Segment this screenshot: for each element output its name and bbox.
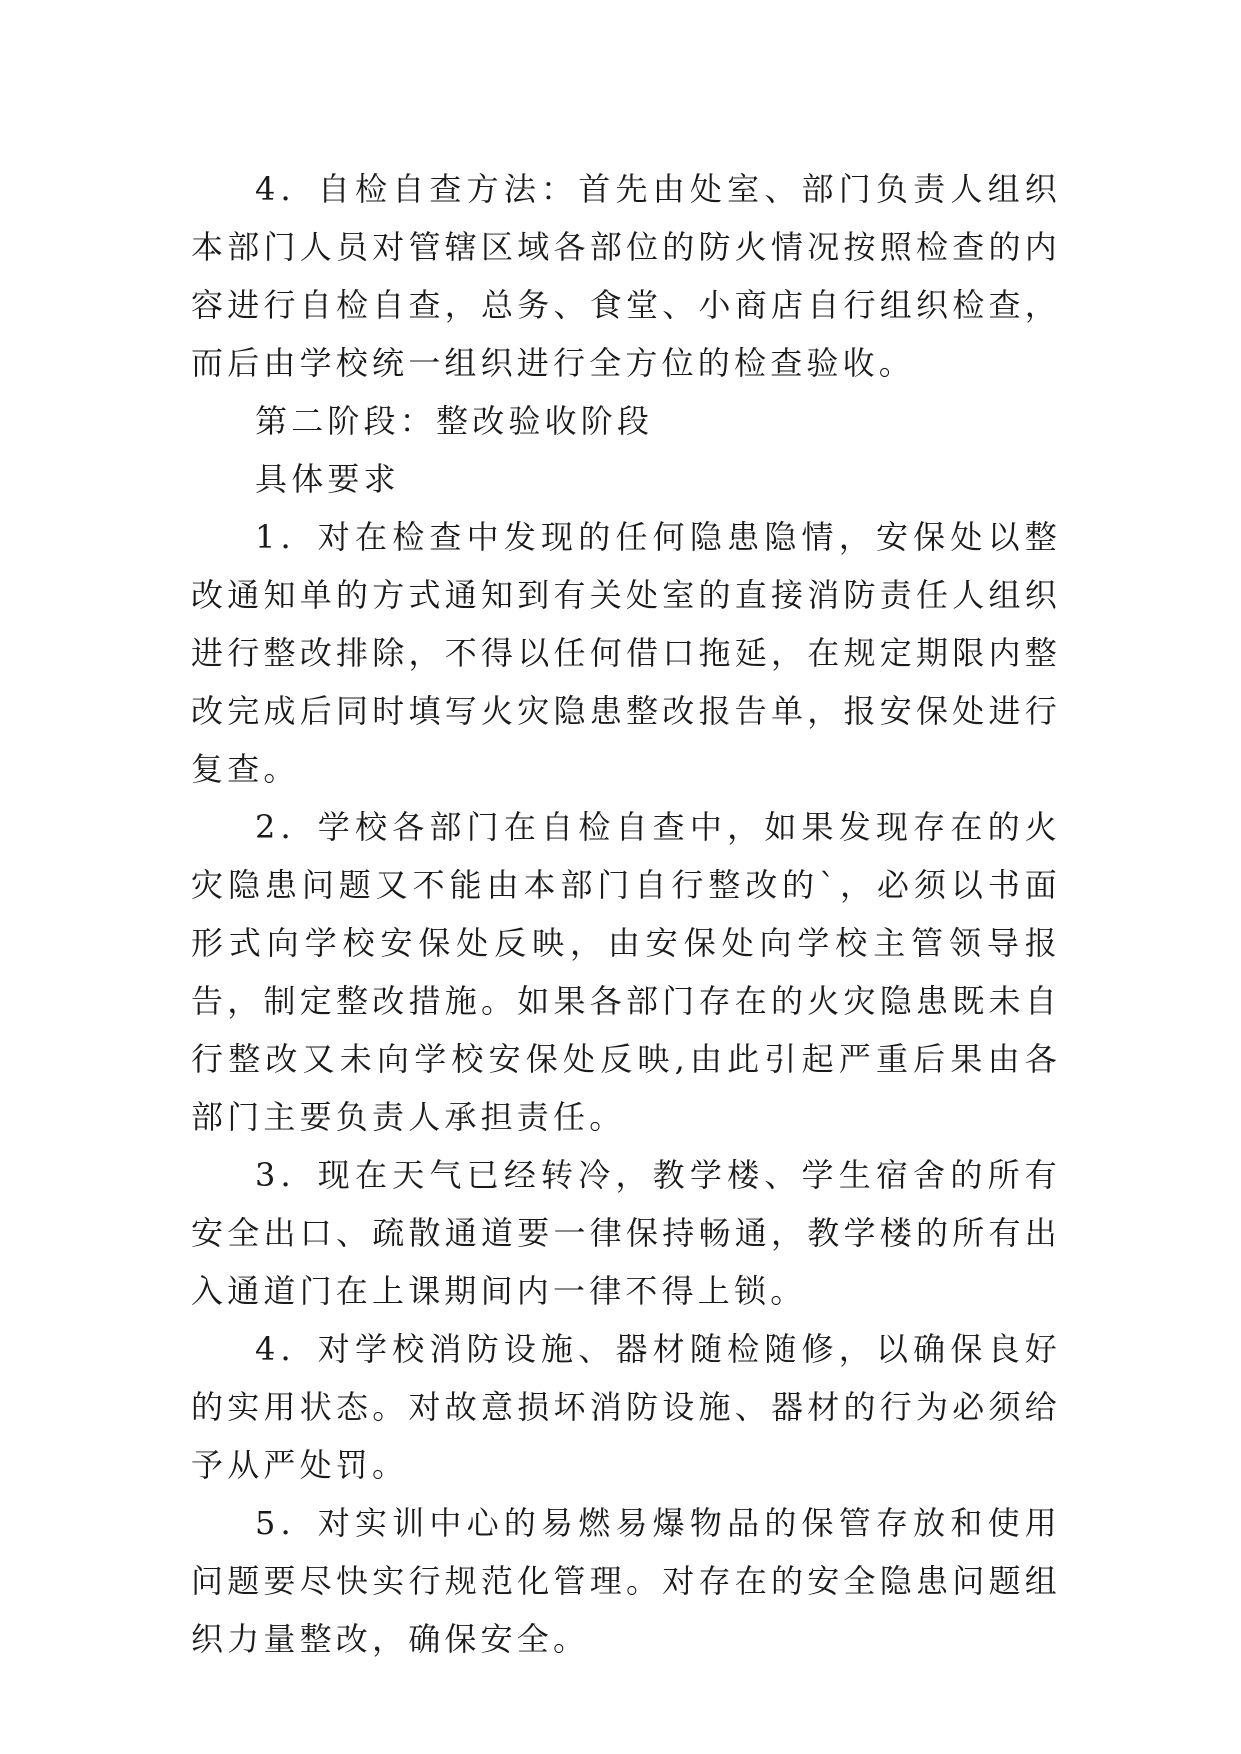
subheading-specific-requirements: 具体要求 — [255, 460, 400, 498]
paragraph-self-inspection-method: 4．自检自查方法：首先由处室、部门负责人组织本部门人员对管辖区域各部位的防火情况按照检查的内容进行自检自查，总务、食堂、小商店自行组织检查，而后由学校统一组织进行全方位的检查验收。 — [191, 170, 1061, 382]
paragraph-requirement-3: 3．现在天气已经转冷，教学楼、学生宿舍的所有安全出口、疏散通道要一律保持畅通，教学楼的所有出入通道门在上课期间内一律不得上锁。 — [191, 1156, 1061, 1310]
paragraph-requirement-1: 1．对在检查中发现的任何隐患隐情，安保处以整改通知单的方式通知到有关处室的直接消防责任人组织进行整改排除，不得以任何借口拖延，在规定期限内整改完成后同时填写火灾隐患整改报告单，报安保处进行复查。 — [191, 518, 1061, 788]
document-body — [191, 160, 1061, 1668]
paragraph-requirement-2: 2．学校各部门在自检自查中，如果发现存在的火灾隐患问题又不能由本部门自行整改的`，必须以书面形式向学校安保处反映，由安保处向学校主管领导报告，制定整改措施。如果各部门存在的火灾隐患既未自行整改又未向学校安保处反映,由此引起严重后果由各部门主要负责人承担责任。 — [191, 808, 1061, 1136]
paragraph-requirement-4: 4．对学校消防设施、器材随检随修，以确保良好的实用状态。对故意损坏消防设施、器材的行为必须给予从严处罚。 — [191, 1330, 1061, 1484]
section-heading-stage-two: 第二阶段：整改验收阶段 — [255, 402, 654, 440]
paragraph-requirement-5: 5．对实训中心的易燃易爆物品的保管存放和使用问题要尽快实行规范化管理。对存在的安全隐患问题组织力量整改，确保安全。 — [191, 1504, 1061, 1658]
